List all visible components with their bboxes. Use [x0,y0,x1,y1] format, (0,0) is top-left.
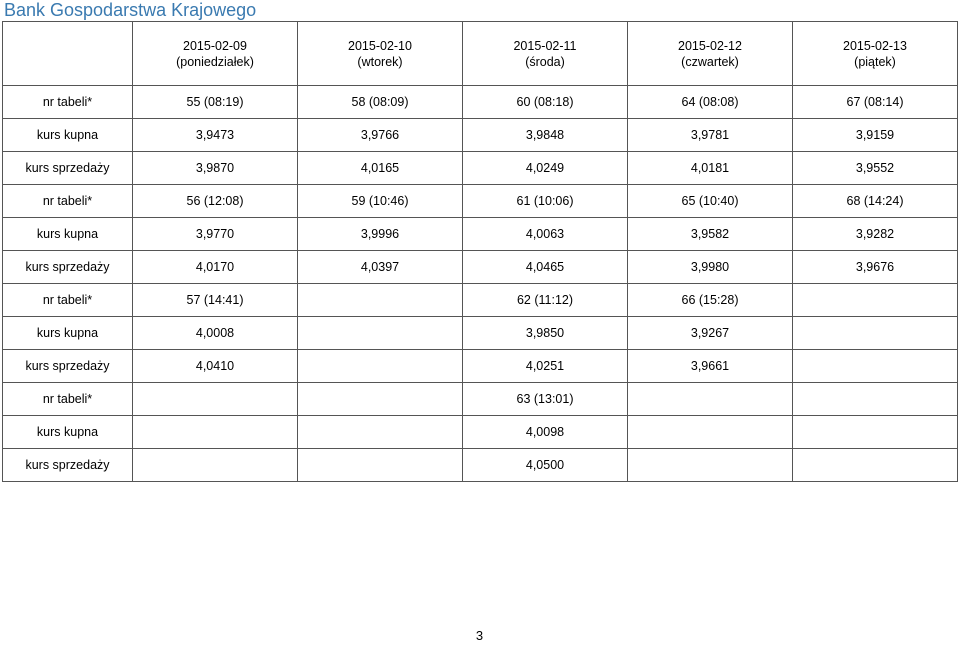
table-cell [298,317,463,350]
table-row [3,350,958,383]
header-date: 2015-02-13 [843,38,907,53]
table-row [3,449,958,482]
exchange-rates-table [2,21,958,482]
table-row [3,218,958,251]
table-cell: 3,9661 [628,350,793,383]
table-cell [298,350,463,383]
table-cell: 4,0397 [298,251,463,284]
header-date: 2015-02-10 [348,38,412,53]
table-cell [628,383,793,416]
table-cell [628,449,793,482]
table-cell: 4,0249 [463,152,628,185]
row-label: kurs kupna [3,218,133,251]
table-cell: 3,9781 [628,119,793,152]
table-cell: 63 (13:01) [463,383,628,416]
table-cell: 3,9996 [298,218,463,251]
row-label: kurs sprzedaży [3,152,133,185]
table-cell: 4,0170 [133,251,298,284]
table-cell: 65 (10:40) [628,185,793,218]
header-weekday: (piątek) [854,54,896,69]
table-cell: 3,9870 [133,152,298,185]
row-label: kurs sprzedaży [3,350,133,383]
table-cell: 4,0008 [133,317,298,350]
header-day-cell [133,22,298,86]
table-cell: 61 (10:06) [463,185,628,218]
header-day-cell [793,22,958,86]
table-row [3,152,958,185]
table-cell: 3,9980 [628,251,793,284]
table-row [3,251,958,284]
table-cell: 3,9159 [793,119,958,152]
header-date: 2015-02-12 [678,38,742,53]
table-cell [133,416,298,449]
table-cell [628,416,793,449]
table-cell: 3,9676 [793,251,958,284]
row-label: kurs kupna [3,317,133,350]
table-cell: 4,0465 [463,251,628,284]
table-cell [793,317,958,350]
table-cell [298,383,463,416]
table-cell: 4,0063 [463,218,628,251]
table-cell: 56 (12:08) [133,185,298,218]
table-cell: 4,0181 [628,152,793,185]
table-row [3,284,958,317]
table-cell: 57 (14:41) [133,284,298,317]
table-cell: 64 (08:08) [628,86,793,119]
table-cell: 4,0410 [133,350,298,383]
table-cell: 68 (14:24) [793,185,958,218]
row-label: kurs kupna [3,119,133,152]
table-cell: 3,9848 [463,119,628,152]
header-weekday: (poniedziałek) [176,54,254,69]
table-row [3,317,958,350]
table-cell: 3,9770 [133,218,298,251]
table-cell: 67 (08:14) [793,86,958,119]
row-label: nr tabeli* [3,86,133,119]
table-cell: 3,9267 [628,317,793,350]
table-row [3,383,958,416]
table-cell: 55 (08:19) [133,86,298,119]
header-day-cell [298,22,463,86]
table-cell: 3,9766 [298,119,463,152]
page-number: 3 [475,628,484,643]
table-cell: 4,0251 [463,350,628,383]
table-cell: 62 (11:12) [463,284,628,317]
table-row [3,86,958,119]
header-weekday: (czwartek) [681,54,739,69]
header-corner-cell [3,22,133,86]
table-cell [793,416,958,449]
table-cell: 4,0098 [463,416,628,449]
table-row [3,416,958,449]
table-cell [793,449,958,482]
header-day-cell [463,22,628,86]
row-label: kurs kupna [3,416,133,449]
table-cell: 58 (08:09) [298,86,463,119]
row-label: nr tabeli* [3,284,133,317]
header-weekday: (środa) [525,54,565,69]
table-cell: 4,0165 [298,152,463,185]
table-cell [793,383,958,416]
header-date: 2015-02-11 [513,38,577,53]
table-cell [793,350,958,383]
row-label: nr tabeli* [3,383,133,416]
table-cell [298,416,463,449]
table-cell: 3,9850 [463,317,628,350]
table-cell: 59 (10:46) [298,185,463,218]
table-cell: 3,9552 [793,152,958,185]
row-label: kurs sprzedaży [3,251,133,284]
row-label: kurs sprzedaży [3,449,133,482]
table-cell [298,449,463,482]
table-cell: 3,9582 [628,218,793,251]
table-cell: 3,9473 [133,119,298,152]
table-cell [298,284,463,317]
table-cell: 4,0500 [463,449,628,482]
table-cell: 60 (08:18) [463,86,628,119]
row-label: nr tabeli* [3,185,133,218]
header-day-cell [628,22,793,86]
document-title: Bank Gospodarstwa Krajowego [4,0,257,20]
table-cell [793,284,958,317]
table-row [3,119,958,152]
table-cell [133,449,298,482]
table-cell: 66 (15:28) [628,284,793,317]
header-date: 2015-02-09 [183,38,247,53]
header-weekday: (wtorek) [357,54,403,69]
table-header-row [3,22,958,86]
table-cell: 3,9282 [793,218,958,251]
table-row [3,185,958,218]
table-cell [133,383,298,416]
